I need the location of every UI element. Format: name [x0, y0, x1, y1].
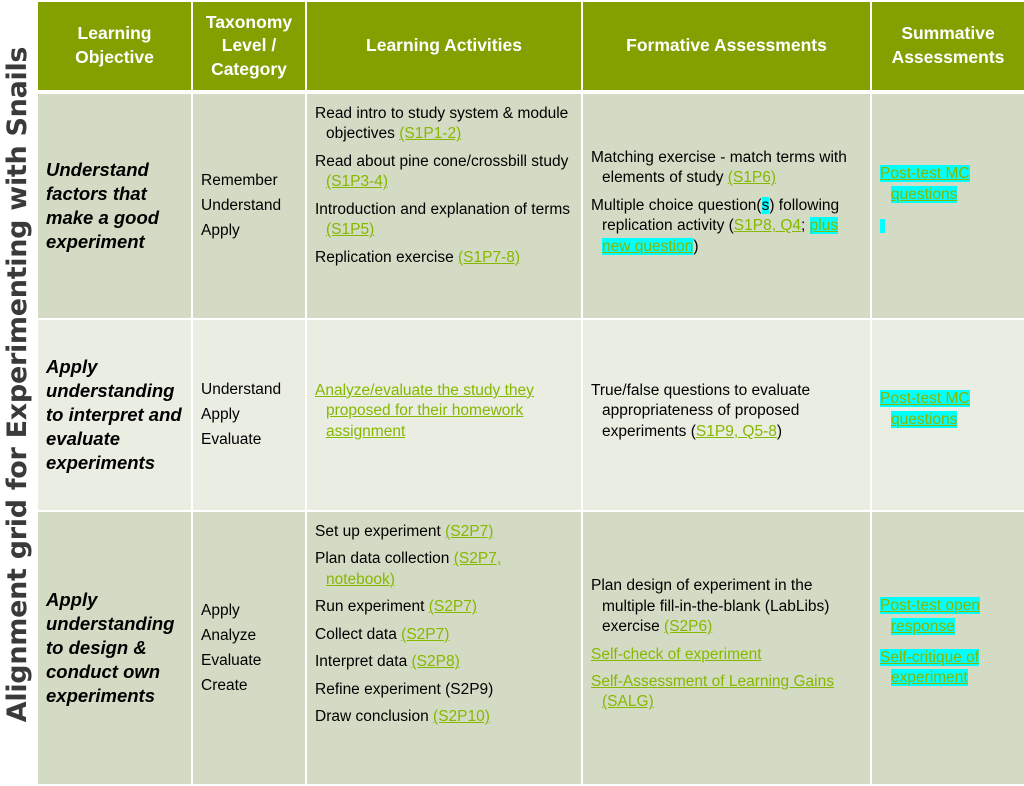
activity-item [315, 707, 573, 727]
activity-item [315, 597, 573, 617]
activity-text: Collect data [315, 625, 402, 643]
page-title: Alignment grid for Experimenting with Snails [2, 46, 34, 722]
activity-item [315, 248, 573, 268]
taxonomy-item: Evaluate [201, 431, 262, 448]
objective-cell: Understand factors that make a good experiment [37, 92, 192, 319]
activity-text: Replication exercise [315, 248, 459, 266]
activity-link[interactable]: (S2P7, notebook) [326, 550, 502, 588]
header-summative-assessments: Summative Assessments [871, 1, 1024, 92]
summative-cell [871, 511, 1024, 785]
formative-text: ) following replication activity ( [602, 196, 840, 235]
formative-item [591, 196, 862, 257]
activity-link[interactable]: (S1P5) [326, 221, 375, 239]
activity-text: Read intro to study system & module objectives [315, 105, 569, 143]
summative-link[interactable]: Post-test MC questions [880, 165, 970, 203]
summative-item [880, 164, 1018, 205]
activity-link[interactable]: (S1P3-4) [326, 173, 389, 191]
summative-link[interactable]: Self-critique of experiment [880, 649, 980, 687]
summative-item [880, 596, 1018, 637]
taxonomy-item: Analyze [201, 626, 257, 644]
formative-link[interactable]: Self-check of experiment [591, 645, 762, 663]
activity-text: Introduction and explanation of terms [315, 200, 571, 218]
activity-item [315, 549, 573, 590]
objective-cell: Apply understanding to design & conduct own experiments [37, 511, 192, 785]
formative-cell [582, 319, 871, 511]
activity-link[interactable]: (S2P7) [428, 598, 477, 616]
taxonomy-item: Create [201, 676, 248, 694]
activity-item [315, 652, 573, 672]
activity-link[interactable]: Analyze/evaluate the study they proposed for their homework assignment [315, 381, 534, 440]
formative-text: Multiple choice question( [591, 196, 762, 214]
activities-cell [306, 319, 582, 511]
summative-link[interactable]: Post-test MC questions [880, 390, 970, 428]
taxonomy-item: Apply [201, 601, 240, 619]
activity-item [315, 104, 573, 145]
activity-item [315, 381, 573, 442]
activity-link[interactable]: (S2P10) [433, 708, 490, 726]
summative-item [880, 389, 1018, 430]
activity-text: Plan data collection [315, 550, 454, 568]
activities-cell [306, 92, 582, 319]
formative-item [591, 645, 862, 665]
header-row [37, 1, 1024, 92]
activity-text: Draw conclusion [315, 708, 434, 726]
taxonomy-item: Understand [201, 197, 282, 214]
formative-link[interactable]: S1P8, Q4 [733, 217, 802, 235]
table-row [37, 92, 1024, 319]
activities-cell [306, 511, 582, 785]
header-learning-objective: Learning Objective [37, 1, 192, 92]
formative-text: Plan design of experiment in the multiple fill-in-the-blank (LabLibs) exercise [591, 577, 830, 636]
formative-cell [582, 92, 871, 319]
activity-item [315, 625, 573, 645]
activity-text: Interpret data [315, 653, 412, 671]
formative-text: Matching exercise - match terms with elements of study [591, 148, 847, 187]
formative-link[interactable]: S1P9, Q5-8 [695, 422, 777, 440]
header-learning-activities: Learning Activities [306, 1, 582, 92]
activity-text: Refine experiment (S2P9) [315, 680, 494, 698]
formative-text: ; [801, 217, 810, 235]
formative-item [591, 381, 862, 442]
taxonomy-item: Evaluate [201, 651, 262, 669]
formative-item [591, 148, 862, 189]
formative-text: ) [693, 237, 699, 255]
activity-text: Read about pine cone/crossbill study [315, 152, 569, 170]
table-row [37, 511, 1024, 785]
taxonomy-cell [192, 92, 306, 319]
header-formative-assessments: Formative Assessments [582, 1, 871, 92]
activity-link[interactable]: (S2P7) [401, 625, 450, 643]
objective-cell: Apply understanding to interpret and evaluate experiments [37, 319, 192, 511]
vertical-title [0, 0, 36, 768]
highlighted-text: s [761, 196, 770, 214]
activity-link[interactable]: (S1P1-2) [399, 125, 462, 143]
highlight-marker [880, 216, 1018, 236]
formative-link[interactable]: (S1P6) [727, 169, 777, 187]
summative-cell [871, 92, 1024, 319]
activity-link[interactable]: (S2P8) [411, 653, 460, 671]
formative-link[interactable]: Self-Assessment of Learning Gains (SALG) [591, 672, 834, 711]
table-row [37, 319, 1024, 511]
alignment-grid-table [36, 0, 1024, 786]
summative-link[interactable]: Post-test open response [880, 597, 980, 635]
taxonomy-item: Apply [201, 406, 240, 423]
formative-link[interactable]: plus new question [602, 217, 839, 255]
formative-item [591, 576, 862, 637]
formative-link[interactable]: (S2P6) [664, 618, 713, 636]
activity-link[interactable]: (S1P7-8) [458, 248, 521, 266]
formative-item [591, 672, 862, 713]
taxonomy-item: Understand [201, 381, 282, 398]
highlight-block [880, 219, 885, 233]
summative-cell [871, 319, 1024, 511]
header-taxonomy-level: Taxonomy Level / Category [192, 1, 306, 92]
taxonomy-item: Remember [201, 172, 278, 189]
activity-text: Run experiment [315, 598, 429, 616]
activity-item [315, 522, 573, 542]
activity-link[interactable]: (S2P7) [445, 523, 494, 540]
summative-item [880, 648, 1018, 689]
taxonomy-cell [192, 511, 306, 785]
taxonomy-cell [192, 319, 306, 511]
formative-text: ) [776, 422, 783, 440]
taxonomy-item: Apply [201, 222, 240, 239]
formative-text: True/false questions to evaluate appropriateness of proposed experiments ( [591, 381, 811, 440]
activity-item [315, 152, 573, 193]
activity-item [315, 680, 573, 700]
formative-cell [582, 511, 871, 785]
activity-text: Set up experiment [315, 523, 446, 540]
activity-item [315, 200, 573, 241]
